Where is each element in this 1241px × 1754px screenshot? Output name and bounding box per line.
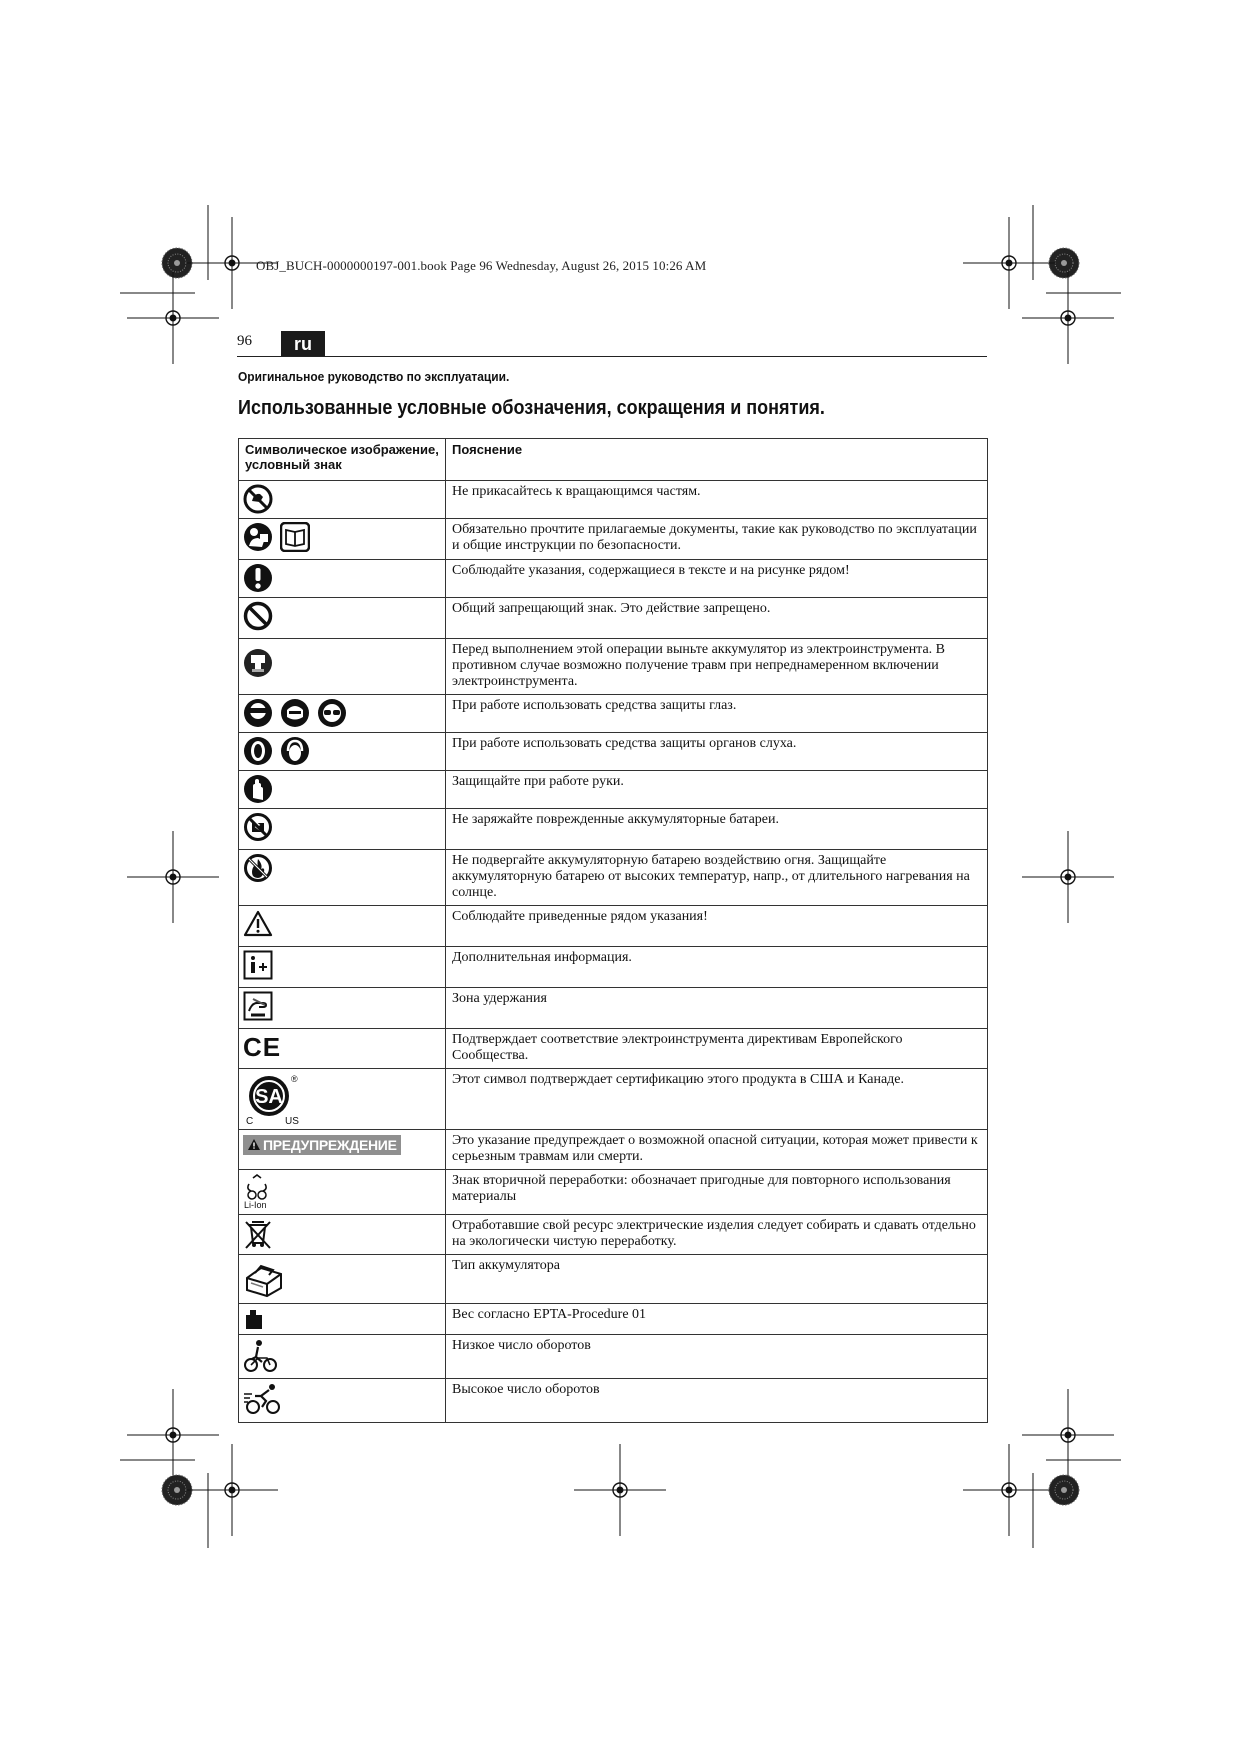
row-text: При работе использовать средства защиты глаз. [446, 695, 988, 733]
table-row [239, 850, 988, 906]
row-text: Низкое число оборотов [446, 1335, 988, 1379]
table-row [239, 906, 988, 947]
table-row [239, 560, 988, 598]
table-row [239, 809, 988, 850]
goggles-icon [317, 698, 347, 728]
row-text: Защищайте при работе руки. [446, 771, 988, 809]
row-text: Общий запрещающий знак. Это действие запрещено. [446, 598, 988, 639]
info-icon [243, 950, 273, 980]
prohibition-icon [243, 601, 273, 631]
language-badge: ru [281, 331, 325, 357]
warning-small-icon [247, 1138, 261, 1151]
subtitle: Оригинальное руководство по эксплуатации. [238, 369, 510, 384]
grip-zone-icon [243, 991, 273, 1021]
table-row [239, 598, 988, 639]
table-row [239, 1215, 988, 1255]
high-speed-icon [243, 1382, 283, 1416]
page-title: Использованные условные обозначения, сокращения и понятия. [238, 397, 825, 419]
row-text: Соблюдайте указания, содержащиеся в тексте и на рисунке рядом! [446, 560, 988, 598]
row-text: Знак вторичной переработки: обозначает пригодные для повторного использования материалы [446, 1170, 988, 1215]
registration-mark [127, 831, 219, 923]
table-row [239, 1255, 988, 1304]
table-row [239, 481, 988, 519]
face-shield-icon [280, 698, 310, 728]
row-text: При работе использовать средства защиты органов слуха. [446, 733, 988, 771]
csa-c-label: C [246, 1116, 254, 1126]
svg-text:SA: SA [255, 1086, 283, 1108]
row-text: Это указание предупреждает о возможной опасной ситуации, которая может привести к серьезным травмам или смерти. [446, 1130, 988, 1170]
row-text: Вес согласно EPTA-Procedure 01 [446, 1304, 988, 1335]
ce-mark: CE [243, 1032, 282, 1062]
registration-mark [186, 1444, 278, 1536]
read-manual-icon [243, 522, 273, 552]
file-info-line: OBJ_BUCH-0000000197-001.book Page 96 Wednesday, August 26, 2015 10:26 AM [256, 258, 707, 273]
row-text: Не заряжайте поврежденные аккумуляторные батареи. [446, 809, 988, 850]
table-row [239, 733, 988, 771]
table-row [239, 1029, 988, 1069]
liion-label: Li-Ion [244, 1200, 267, 1210]
registration-mark [1022, 272, 1114, 364]
table-row [239, 1335, 988, 1379]
csa-us-label: US [285, 1116, 299, 1126]
registration-mark [963, 217, 1055, 309]
row-text: Высокое число оборотов [446, 1379, 988, 1423]
low-speed-icon [243, 1338, 279, 1374]
weee-bin-icon [243, 1218, 273, 1250]
row-text: Этот символ подтверждает сертификацию этого продукта в США и Канаде. [446, 1069, 988, 1130]
table-row [239, 639, 988, 695]
mandatory-exclamation-icon [243, 563, 273, 593]
row-text: Не прикасайтесь к вращающимся частям. [446, 481, 988, 519]
registration-mark [127, 272, 219, 364]
table-row [239, 1379, 988, 1423]
row-text: Зона удержания [446, 988, 988, 1029]
ear-protection-icon [243, 736, 273, 766]
table-row [239, 519, 988, 560]
row-text: Перед выполнением этой операции выньте аккумулятор из электроинструмента. В противном случае возможно получение травм при непреднамеренном включении электроинструмента. [446, 639, 988, 695]
table-header-row [239, 439, 988, 481]
table-row [239, 1304, 988, 1335]
row-text: Отработавшие свой ресурс электрические изделия следует собирать и сдавать отдельно на экологически чистую переработку. [446, 1215, 988, 1255]
earmuffs-icon [280, 736, 310, 766]
warning-label-text: ПРЕДУПРЕЖДЕНИЕ [263, 1137, 397, 1153]
no-charge-damaged-battery-icon [243, 812, 273, 842]
header-rule [237, 356, 987, 357]
column-header-explanation: Пояснение [446, 439, 988, 481]
battery-type-icon [243, 1258, 285, 1300]
table-row [239, 1069, 988, 1130]
svg-text:®: ® [291, 1074, 298, 1084]
symbols-table [238, 438, 988, 1423]
row-text: Соблюдайте приведенные рядом указания! [446, 906, 988, 947]
remove-battery-icon [243, 648, 273, 678]
row-text: Не подвергайте аккумуляторную батарею воздействию огня. Защищайте аккумуляторную батарею от высоких температур, напр., от длительного нагревания на солнце. [446, 850, 988, 906]
table-row [239, 1170, 988, 1215]
row-text: Дополнительная информация. [446, 947, 988, 988]
no-touch-rotating-icon [243, 484, 273, 514]
hand-protection-icon [243, 774, 273, 804]
rosette-mark [1049, 1475, 1079, 1505]
table-row [239, 771, 988, 809]
column-header-symbol: Символическое изображение, условный знак [239, 439, 446, 481]
registration-mark [1022, 831, 1114, 923]
table-row [239, 988, 988, 1029]
recycling-liion-icon [243, 1173, 275, 1211]
registration-mark [1022, 1389, 1114, 1481]
registration-mark [963, 1444, 1055, 1536]
table-row [239, 1130, 988, 1170]
weight-icon [243, 1307, 265, 1331]
registration-mark [574, 1444, 666, 1536]
registration-mark [127, 1389, 219, 1481]
warning-label [243, 1135, 401, 1155]
eye-protection-icon [243, 698, 273, 728]
table-row [239, 947, 988, 988]
row-text: Обязательно прочтите прилагаемые документы, такие как руководство по эксплуатации и общие инструкции по безопасности. [446, 519, 988, 560]
page-number: 96 [237, 333, 252, 349]
row-text: Подтверждает соответствие электроинструмента директивам Европейского Сообщества. [446, 1029, 988, 1069]
no-fire-battery-icon [243, 853, 273, 883]
book-icon [280, 522, 310, 552]
table-row [239, 695, 988, 733]
warning-triangle-icon [243, 909, 273, 939]
csa-mark [243, 1072, 305, 1126]
row-text: Тип аккумулятора [446, 1255, 988, 1304]
